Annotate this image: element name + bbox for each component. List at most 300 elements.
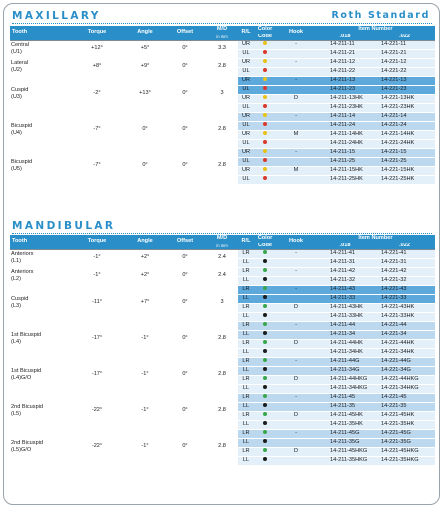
hook-cell: - <box>276 112 316 121</box>
header-row <box>10 26 435 34</box>
rl-cell: UR <box>238 112 254 121</box>
rl-cell: UL <box>238 121 254 130</box>
color-code-dot <box>263 403 267 407</box>
item-number-022: 14-221-45G <box>374 429 435 438</box>
item-number-018: 14-211-32 <box>316 276 374 285</box>
color-code-dot <box>263 367 267 371</box>
hook-cell: - <box>276 285 316 294</box>
maxillary-section-header <box>12 10 432 24</box>
item-number-018: 14-211-15 <box>316 148 374 157</box>
angle-value: 0° <box>126 112 164 148</box>
color-code-dot <box>263 59 267 63</box>
mid-value: 2.8 <box>206 148 238 184</box>
angle-value: -1° <box>126 357 164 393</box>
item-number-018: 14-211-35 <box>316 402 374 411</box>
item-number-018: 14-211-15HK <box>316 166 374 175</box>
color-code-cell <box>254 157 276 166</box>
color-code-dot <box>263 385 267 389</box>
offset-value: 0° <box>164 58 206 76</box>
color-code-cell <box>254 339 276 348</box>
tooth-cell <box>10 321 68 357</box>
rl-cell: LL <box>238 438 254 447</box>
table-row <box>10 357 435 366</box>
item-number-022: 14-221-34 <box>374 330 435 339</box>
torque-value: -7° <box>68 148 126 184</box>
color-code-dot <box>263 176 267 180</box>
table-row <box>10 285 435 294</box>
table-row <box>10 267 435 276</box>
rl-cell: LR <box>238 321 254 330</box>
hook-cell <box>276 312 316 321</box>
color-code-cell <box>254 94 276 103</box>
item-number-022: 14-221-44HK <box>374 339 435 348</box>
color-code-cell <box>254 249 276 258</box>
header-col-022: .022 <box>374 34 435 40</box>
rl-cell: LL <box>238 384 254 393</box>
table-row <box>10 148 435 157</box>
rl-cell: LL <box>238 294 254 303</box>
item-number-018: 14-211-42 <box>316 267 374 276</box>
rl-cell: UR <box>238 130 254 139</box>
color-code-cell <box>254 375 276 384</box>
item-number-018: 14-211-35HK <box>316 420 374 429</box>
item-number-018: 14-211-43HK <box>316 303 374 312</box>
color-code-cell <box>254 258 276 267</box>
header-tooth: Tooth <box>10 26 68 40</box>
hook-cell: - <box>276 357 316 366</box>
table-header <box>10 235 435 249</box>
item-number-018: 14-211-25 <box>316 157 374 166</box>
color-code-cell <box>254 447 276 456</box>
color-code-dot <box>263 448 267 452</box>
header-tooth: Tooth <box>10 235 68 249</box>
offset-value: 0° <box>164 285 206 321</box>
rl-cell: LR <box>238 303 254 312</box>
color-code-cell <box>254 357 276 366</box>
item-number-018: 14-211-34G <box>316 366 374 375</box>
rl-cell: LL <box>238 258 254 267</box>
item-number-018: 14-211-45HKG <box>316 447 374 456</box>
color-code-dot <box>263 140 267 144</box>
color-code-cell <box>254 393 276 402</box>
angle-value: +5° <box>126 40 164 58</box>
header-code: Code <box>254 243 276 249</box>
item-number-022: 14-221-22 <box>374 67 435 76</box>
table-row <box>10 76 435 85</box>
color-code-dot <box>263 331 267 335</box>
maxillary-title: MAXILLARY <box>12 10 101 22</box>
item-number-018: 14-211-45HK <box>316 411 374 420</box>
tooth-name: 1st Bicuspid <box>11 332 42 339</box>
offset-value: 0° <box>164 357 206 393</box>
hook-cell: D <box>276 94 316 103</box>
mid-value: 2.8 <box>206 112 238 148</box>
tooth-code: (L5)G/O <box>11 447 32 454</box>
item-number-022: 14-221-35HK <box>374 420 435 429</box>
rl-cell: LR <box>238 249 254 258</box>
item-number-018: 14-211-44HKG <box>316 375 374 384</box>
hook-cell: - <box>276 40 316 49</box>
rl-cell: LL <box>238 456 254 465</box>
item-number-022: 14-221-45 <box>374 393 435 402</box>
tooth-name: 2nd Bicuspid <box>11 404 44 411</box>
item-number-022: 14-221-44HKG <box>374 375 435 384</box>
angle-value: +2° <box>126 267 164 285</box>
tooth-code: (L4)G/O <box>11 375 32 382</box>
header-torque: Torque <box>68 26 126 40</box>
item-number-022: 14-221-35 <box>374 402 435 411</box>
hook-cell <box>276 348 316 357</box>
torque-value: -17° <box>68 321 126 357</box>
hook-cell <box>276 420 316 429</box>
torque-value: -7° <box>68 112 126 148</box>
rl-cell: UL <box>238 103 254 112</box>
torque-value: -11° <box>68 285 126 321</box>
offset-value: 0° <box>164 267 206 285</box>
color-code-dot <box>263 430 267 434</box>
item-number-022: 14-221-13HK <box>374 94 435 103</box>
tooth-cell <box>10 393 68 429</box>
hook-cell: - <box>276 76 316 85</box>
item-number-022: 14-221-33 <box>374 294 435 303</box>
header-offset: Offset <box>164 235 206 249</box>
header-hook: Hook <box>276 235 316 249</box>
table-body <box>10 249 435 465</box>
offset-value: 0° <box>164 321 206 357</box>
maxillary-table <box>10 26 435 185</box>
item-number-018: 14-211-23HK <box>316 103 374 112</box>
item-number-018: 14-211-44G <box>316 357 374 366</box>
section-divider <box>12 233 432 234</box>
color-code-cell <box>254 166 276 175</box>
torque-value: -2° <box>68 76 126 112</box>
item-number-022: 14-221-34HK <box>374 348 435 357</box>
offset-value: 0° <box>164 249 206 267</box>
item-number-018: 14-211-35G <box>316 438 374 447</box>
item-number-022: 14-221-41 <box>374 249 435 258</box>
torque-value: +12° <box>68 40 126 58</box>
hook-cell <box>276 67 316 76</box>
tooth-name: Cuspid <box>11 296 29 303</box>
angle-value: +9° <box>126 58 164 76</box>
item-number-022: 14-221-23HK <box>374 103 435 112</box>
offset-value: 0° <box>164 393 206 429</box>
color-code-dot <box>263 268 267 272</box>
item-number-022: 14-221-15 <box>374 148 435 157</box>
color-code-cell <box>254 303 276 312</box>
tooth-name: Lateral <box>11 60 29 67</box>
tooth-cell <box>10 429 68 465</box>
hook-cell: M <box>276 166 316 175</box>
color-code-cell <box>254 384 276 393</box>
color-code-cell <box>254 456 276 465</box>
header-rl: R/L <box>238 235 254 249</box>
hook-cell <box>276 121 316 130</box>
hook-cell <box>276 438 316 447</box>
color-code-cell <box>254 330 276 339</box>
rl-cell: UL <box>238 139 254 148</box>
table-body <box>10 40 435 184</box>
item-number-018: 14-211-11 <box>316 40 374 49</box>
table-row <box>10 429 435 438</box>
rl-cell: UL <box>238 85 254 94</box>
hook-cell <box>276 175 316 184</box>
header-mid: M/D <box>206 26 238 34</box>
rl-cell: LR <box>238 267 254 276</box>
color-code-dot <box>263 457 267 461</box>
tooth-name: Anteriors <box>11 269 34 276</box>
tooth-code: (L3) <box>11 303 21 310</box>
tooth-cell <box>10 40 68 58</box>
hook-cell <box>276 258 316 267</box>
rl-cell: LL <box>238 276 254 285</box>
item-number-018: 14-211-44HK <box>316 339 374 348</box>
color-code-cell <box>254 112 276 121</box>
item-number-018: 14-211-12 <box>316 58 374 67</box>
rl-cell: UR <box>238 40 254 49</box>
color-code-dot <box>263 286 267 290</box>
item-number-018: 14-211-33 <box>316 294 374 303</box>
rl-cell: LL <box>238 366 254 375</box>
header-color: Color <box>254 26 276 34</box>
item-number-022: 14-221-42 <box>374 267 435 276</box>
color-code-cell <box>254 348 276 357</box>
tooth-cell <box>10 76 68 112</box>
table-row <box>10 40 435 49</box>
color-code-dot <box>263 250 267 254</box>
item-number-018: 14-211-25HK <box>316 175 374 184</box>
tooth-cell <box>10 285 68 321</box>
angle-value: +13° <box>126 76 164 112</box>
header-item-number: Item Number <box>316 235 435 243</box>
item-number-022: 14-221-35G <box>374 438 435 447</box>
tooth-name: Bicuspid <box>11 123 33 130</box>
color-code-dot <box>263 95 267 99</box>
table-row <box>10 393 435 402</box>
rl-cell: LL <box>238 330 254 339</box>
item-number-022: 14-221-43 <box>374 285 435 294</box>
hook-cell <box>276 85 316 94</box>
color-code-cell <box>254 49 276 58</box>
rl-cell: LR <box>238 447 254 456</box>
header-torque: Torque <box>68 235 126 249</box>
color-code-dot <box>263 131 267 135</box>
tooth-code: (L4) <box>11 339 21 346</box>
item-number-022: 14-221-25HK <box>374 175 435 184</box>
color-code-cell <box>254 321 276 330</box>
item-number-018: 14-211-14HK <box>316 130 374 139</box>
color-code-dot <box>263 277 267 281</box>
tooth-code: (L2) <box>11 276 21 283</box>
hook-cell <box>276 330 316 339</box>
rl-cell: LR <box>238 339 254 348</box>
color-code-dot <box>263 394 267 398</box>
item-number-022: 14-221-11 <box>374 40 435 49</box>
hook-cell <box>276 139 316 148</box>
hook-cell <box>276 157 316 166</box>
rl-cell: LR <box>238 411 254 420</box>
hook-cell: - <box>276 429 316 438</box>
color-code-dot <box>263 313 267 317</box>
angle-value: -1° <box>126 429 164 465</box>
item-number-022: 14-221-23 <box>374 85 435 94</box>
mid-value: 2.8 <box>206 58 238 76</box>
hook-cell: D <box>276 411 316 420</box>
color-code-cell <box>254 148 276 157</box>
item-number-018: 14-211-24 <box>316 121 374 130</box>
tooth-cell <box>10 148 68 184</box>
tooth-code: (U5) <box>11 166 22 173</box>
offset-value: 0° <box>164 429 206 465</box>
item-number-022: 14-221-24HK <box>374 139 435 148</box>
tooth-name: Anteriors <box>11 251 34 258</box>
item-number-018: 14-211-43 <box>316 285 374 294</box>
offset-value: 0° <box>164 40 206 58</box>
item-number-022: 14-221-34G <box>374 366 435 375</box>
rl-cell: UR <box>238 76 254 85</box>
color-code-dot <box>263 358 267 362</box>
mid-value: 2.4 <box>206 267 238 285</box>
tooth-code: (U4) <box>11 130 22 137</box>
item-number-018: 14-211-23 <box>316 85 374 94</box>
rl-cell: LR <box>238 357 254 366</box>
color-code-dot <box>263 295 267 299</box>
color-code-cell <box>254 121 276 130</box>
angle-value: -1° <box>126 393 164 429</box>
color-code-dot <box>263 122 267 126</box>
color-code-dot <box>263 259 267 263</box>
color-code-dot <box>263 376 267 380</box>
hook-cell: M <box>276 130 316 139</box>
item-number-022: 14-221-14HK <box>374 130 435 139</box>
color-code-cell <box>254 420 276 429</box>
tooth-cell <box>10 357 68 393</box>
header-hook: Hook <box>276 26 316 40</box>
bracket-spec-sheet <box>3 3 440 505</box>
color-code-dot <box>263 77 267 81</box>
torque-value: -22° <box>68 393 126 429</box>
color-code-cell <box>254 67 276 76</box>
header-rl: R/L <box>238 26 254 40</box>
color-code-cell <box>254 402 276 411</box>
torque-value: -1° <box>68 249 126 267</box>
tooth-name: Cuspid <box>11 87 29 94</box>
item-number-018: 14-211-13HK <box>316 94 374 103</box>
hook-cell: D <box>276 447 316 456</box>
hook-cell <box>276 384 316 393</box>
torque-value: -22° <box>68 429 126 465</box>
rl-cell: LR <box>238 393 254 402</box>
color-code-dot <box>263 68 267 72</box>
item-number-018: 14-211-34 <box>316 330 374 339</box>
header-col-022: .022 <box>374 243 435 249</box>
item-number-018: 14-211-41 <box>316 249 374 258</box>
tooth-cell <box>10 267 68 285</box>
rl-cell: LR <box>238 429 254 438</box>
rl-cell: UL <box>238 157 254 166</box>
hook-cell: - <box>276 58 316 67</box>
tooth-cell <box>10 249 68 267</box>
angle-value: -1° <box>126 321 164 357</box>
rl-cell: LL <box>238 312 254 321</box>
color-code-cell <box>254 285 276 294</box>
mid-value: 3.3 <box>206 40 238 58</box>
item-number-022: 14-221-15HK <box>374 166 435 175</box>
item-number-018: 14-211-22 <box>316 67 374 76</box>
hook-cell: - <box>276 321 316 330</box>
hook-cell <box>276 402 316 411</box>
color-code-cell <box>254 76 276 85</box>
table-header <box>10 26 435 40</box>
tooth-cell <box>10 58 68 76</box>
hook-cell <box>276 366 316 375</box>
offset-value: 0° <box>164 76 206 112</box>
item-number-022: 14-221-45HKG <box>374 447 435 456</box>
header-mid: M/D <box>206 235 238 243</box>
item-number-022: 14-221-33HK <box>374 312 435 321</box>
rl-cell: UR <box>238 58 254 67</box>
hook-cell <box>276 103 316 112</box>
mandibular-title: MANDIBULAR <box>12 220 116 232</box>
item-number-018: 14-211-35HKG <box>316 456 374 465</box>
item-number-022: 14-221-14 <box>374 112 435 121</box>
mandibular-table <box>10 235 435 466</box>
color-code-cell <box>254 139 276 148</box>
angle-value: +2° <box>126 249 164 267</box>
rl-cell: UL <box>238 67 254 76</box>
item-number-022: 14-221-13 <box>374 76 435 85</box>
rl-cell: LR <box>238 375 254 384</box>
hook-cell: - <box>276 267 316 276</box>
color-code-dot <box>263 113 267 117</box>
color-code-dot <box>263 439 267 443</box>
header-angle: Angle <box>126 26 164 40</box>
rl-cell: LR <box>238 285 254 294</box>
item-number-018: 14-211-34HK <box>316 348 374 357</box>
color-code-cell <box>254 40 276 49</box>
item-number-018: 14-211-45 <box>316 393 374 402</box>
header-code: Code <box>254 34 276 40</box>
rl-cell: UR <box>238 94 254 103</box>
item-number-018: 14-211-31 <box>316 258 374 267</box>
rl-cell: LL <box>238 348 254 357</box>
color-code-cell <box>254 85 276 94</box>
rl-cell: UL <box>238 175 254 184</box>
color-code-dot <box>263 167 267 171</box>
item-number-018: 14-211-24HK <box>316 139 374 148</box>
hook-cell <box>276 49 316 58</box>
hook-cell: D <box>276 375 316 384</box>
item-number-018: 14-211-14 <box>316 112 374 121</box>
tooth-name: 2nd Bicuspid <box>11 440 44 447</box>
rl-cell: LL <box>238 420 254 429</box>
table-row <box>10 58 435 67</box>
item-number-022: 14-221-34HKG <box>374 384 435 393</box>
mid-value: 2.4 <box>206 249 238 267</box>
header-col-018: .018 <box>316 243 374 249</box>
mid-value: 2.8 <box>206 357 238 393</box>
color-code-cell <box>254 58 276 67</box>
offset-value: 0° <box>164 112 206 148</box>
header-col-018: .018 <box>316 34 374 40</box>
mid-value: 2.8 <box>206 393 238 429</box>
item-number-018: 14-211-45G <box>316 429 374 438</box>
item-number-018: 14-211-13 <box>316 76 374 85</box>
mandibular-section-header <box>12 220 432 234</box>
tooth-code: (L1) <box>11 258 21 265</box>
color-code-dot <box>263 349 267 353</box>
tooth-code: (U3) <box>11 94 22 101</box>
